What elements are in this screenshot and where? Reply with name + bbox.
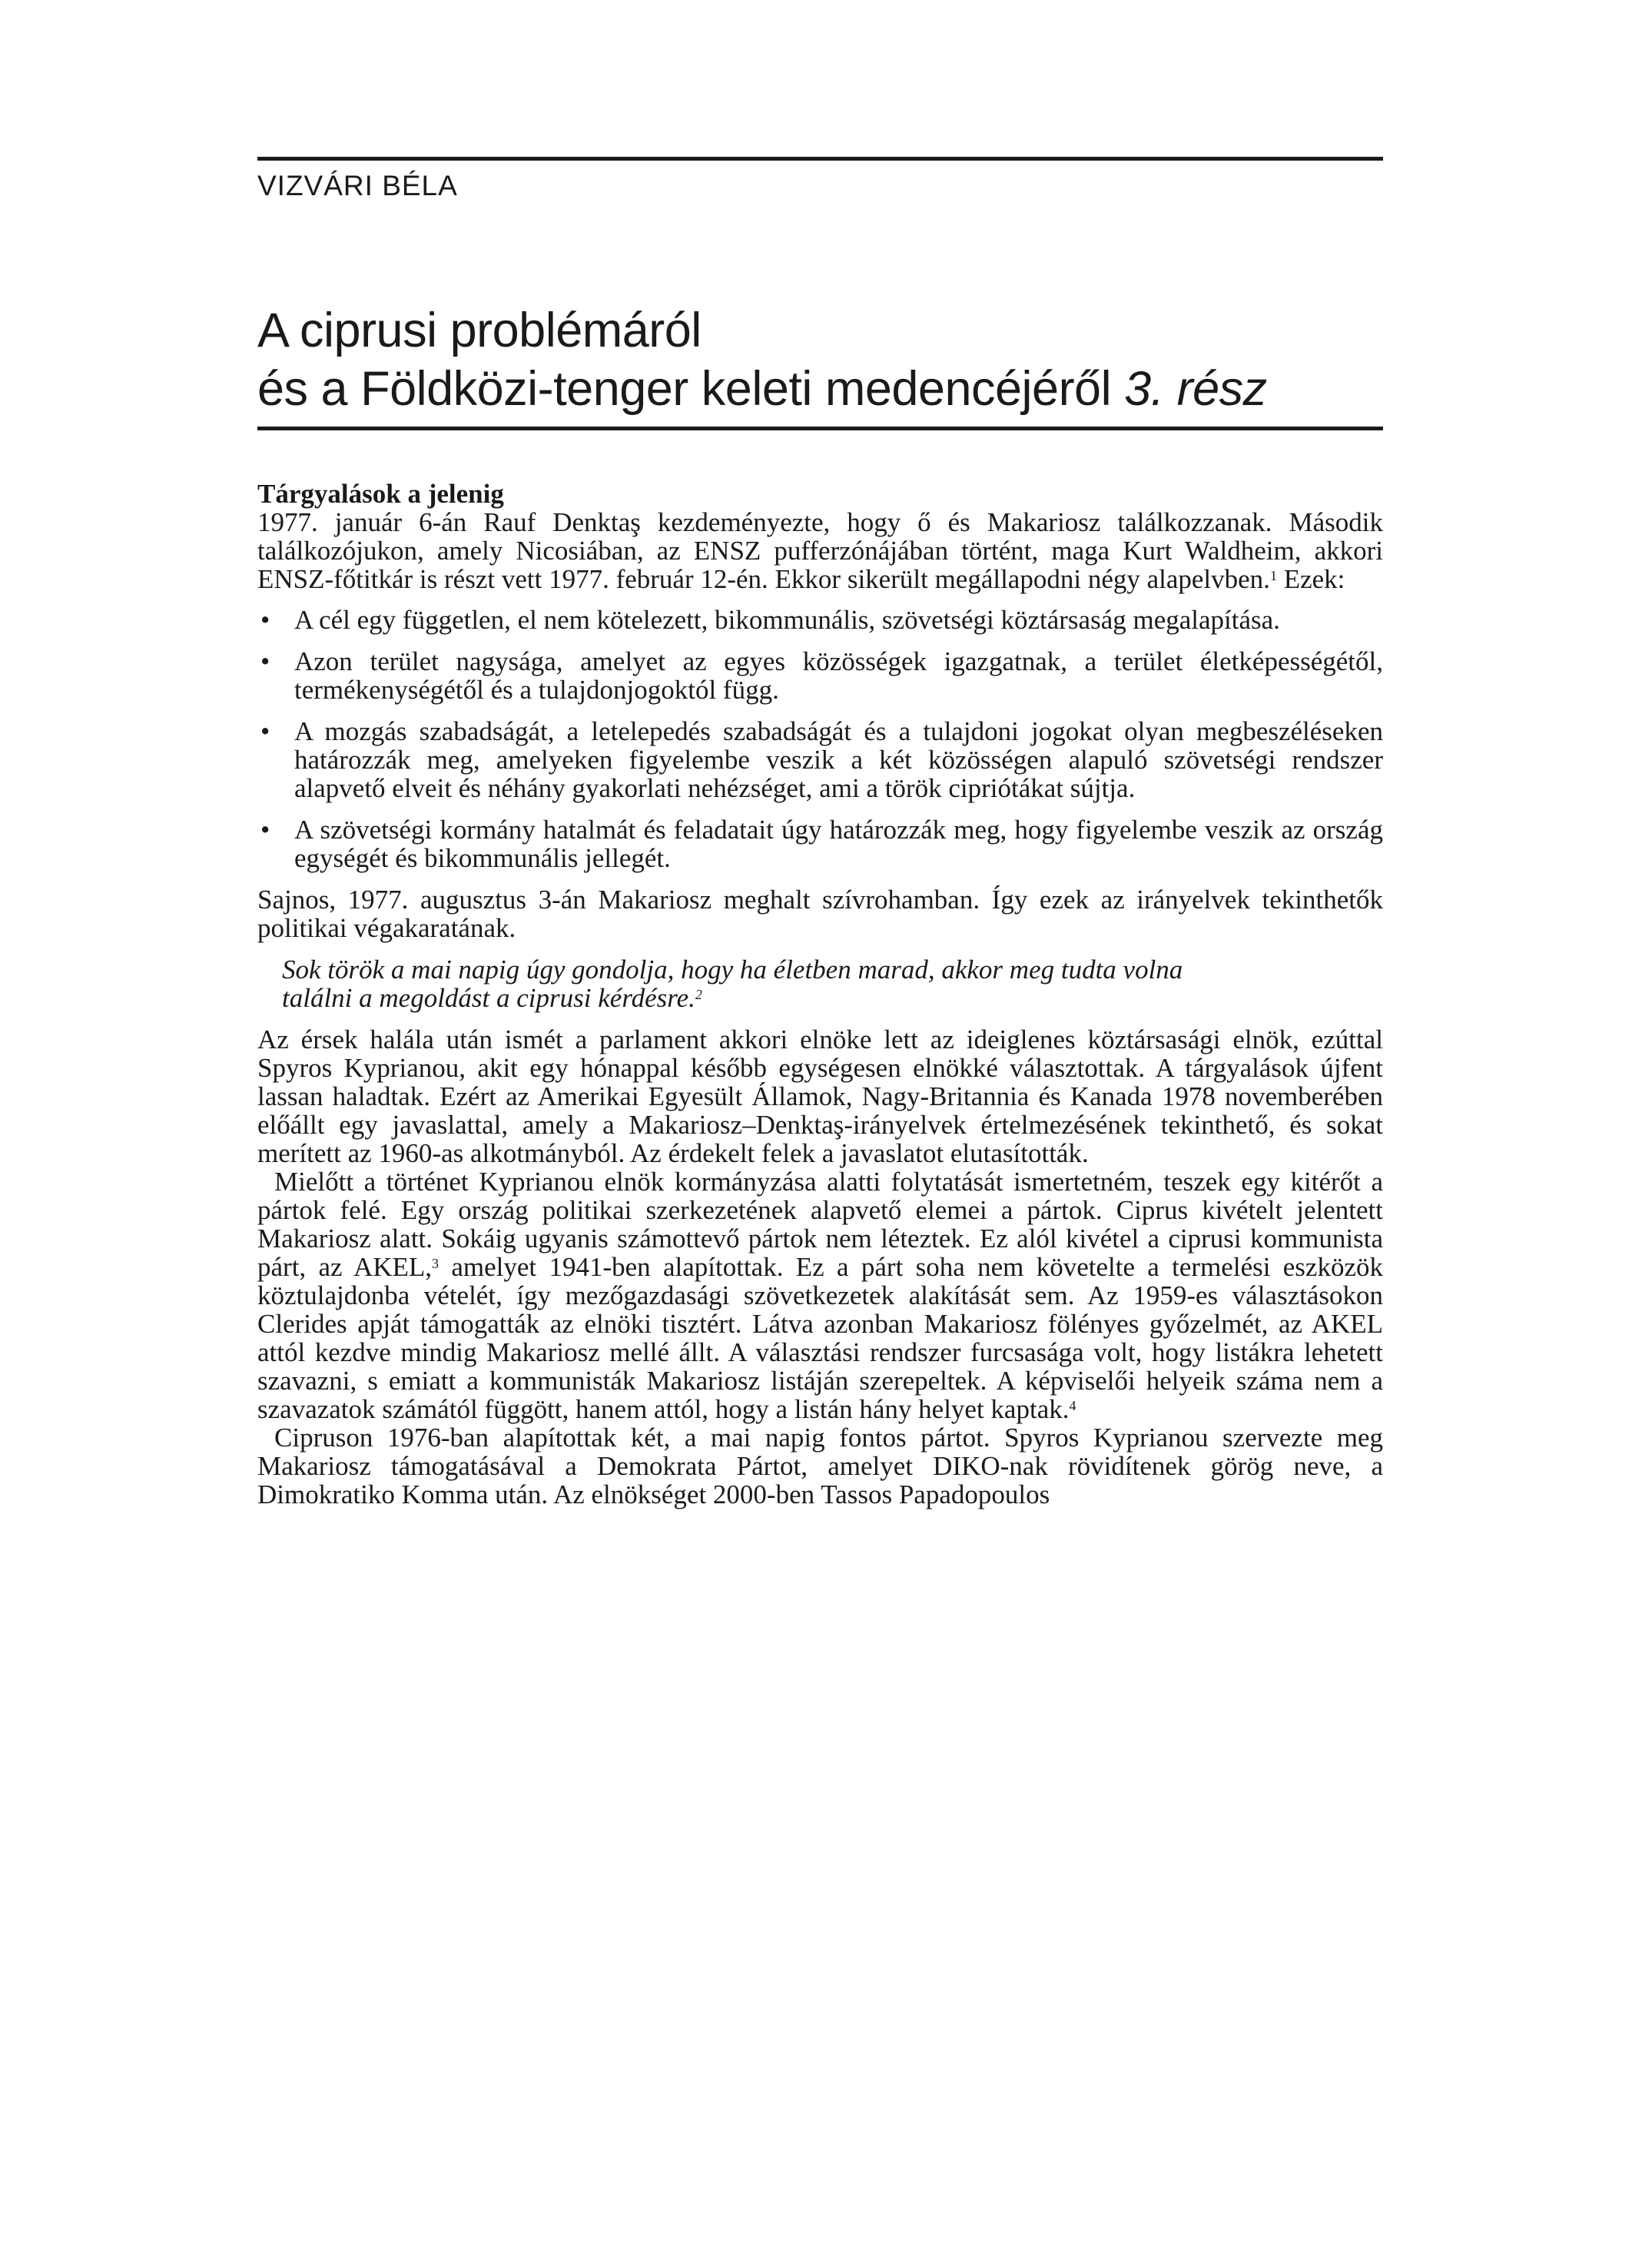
- header-rule-top: [257, 157, 1383, 161]
- paragraph-2: [257, 1167, 1383, 1423]
- header-rule-bottom: [257, 427, 1383, 430]
- bullet-icon: •: [260, 815, 270, 845]
- footnote-ref-4: 4: [1069, 1398, 1076, 1413]
- footnote-ref-3: 3: [432, 1256, 440, 1271]
- author-name: VIZVÁRI BÉLA: [257, 170, 458, 201]
- list-item: [257, 815, 1383, 872]
- block-quote: [257, 955, 1250, 1012]
- list-item-text: A cél egy független, el nem kötelezett, bikommunális, szövetségi köztársaság megalapítása.: [294, 605, 1280, 635]
- article-body: [257, 480, 1383, 1509]
- title-line-2: [257, 360, 1267, 418]
- list-item-text: Azon terület nagysága, amelyet az egyes közösségek igazgatnak, a terület életképességétől, termékenységétől és a tulajdonjogoktól függ.: [294, 646, 1383, 705]
- title-line-2-text: és a Földközi-tenger keleti medencéjéről: [257, 362, 1112, 416]
- section-heading: Tárgyalások a jelenig: [257, 479, 504, 509]
- after-list-paragraph: Sajnos, 1977. augusztus 3-án Makariosz meghalt szívrohamban. Így ezek az irányelvek tekinthetők politikai végakaratának.: [257, 885, 1383, 943]
- paragraph-2-text-b: amelyet 1941-ben alapítottak. Ez a párt soha nem követelte a termelési eszközök köztulajdonba vételét, így mezőgazdasági szövetkezetek alakítását sem. Az 1959-es választásokon Clerides apját támogatták az elnöki tisztért. Látva azonban Makariosz fölényes győzelmét, az AKEL attól kezdve mindig Makariosz mellé állt. A választási rendszer furcsasága volt, hogy listákra lehetett szavazni, s emiatt a kommunisták Makariosz listáján szerepeltek. A képviselői helyeik száma nem a szavazatok számától függött, hanem attól, hogy a listán hány helyet kaptak.: [257, 1252, 1383, 1424]
- article-title: [257, 301, 1267, 418]
- bullet-icon: •: [260, 716, 270, 746]
- footnote-ref-1: 1: [1269, 568, 1277, 583]
- list-item-text: A mozgás szabadságát, a letelepedés szabadságát és a tulajdoni jogokat olyan megbeszéléseken határozzák meg, amelyeken figyelembe veszik a két közösségen alapuló szövetségi rendszer alapvető elveit és néhány gyakorlati nehézséget, ami a török cipriótákat sújtja.: [294, 716, 1383, 803]
- paragraph-1: Az érsek halála után ismét a parlament akkori elnöke lett az ideiglenes köztársasági elnök, ezúttal Spyros Kyprianou, akit egy hónappal később egységesen elnökké választottak. A tárgyalások újfent lassan haladtak. Ezért az Amerikai Egyesült Államok, Nagy-Britannia és Kanada 1978 novemberében előállt egy javaslattal, amely a Makariosz–Denktaş-irányelvek értelmezésének tekinthető, és sokat merített az 1960-as alkotmányból. Az érdekelt felek a javaslatot elutasították.: [257, 1024, 1383, 1168]
- list-item: [257, 606, 1383, 634]
- bullet-icon: •: [260, 605, 270, 635]
- intro-tail: Ezek:: [1276, 564, 1345, 594]
- list-item: [257, 717, 1383, 802]
- paragraph-2-text-a: Mielőtt a történet Kyprianou elnök kormányzása alatti folytatását ismertetném, teszek egy kitérőt a pártok felé. Egy ország politikai szerkezetének alapvető elemei a pártok. Ciprus kivételt jelentett Makariosz alatt. Sokáig ugyanis számottevő pártok nem léteztek. Ez alól kivétel a ciprusi kommunista párt, az AKEL,: [257, 1167, 1383, 1282]
- title-part: 3. rész: [1124, 362, 1267, 416]
- intro-text: 1977. január 6-án Rauf Denktaş kezdeményezte, hogy ő és Makariosz találkozzanak. Második találkozójukon, amely Nicosiában, az ENSZ pufferzónájában történt, maga Kurt Waldheim, akkori ENSZ-főtitkár is részt vett 1977. február 12-én. Ekkor sikerült megállapodni négy alapelvben.: [257, 507, 1383, 594]
- list-item-text: A szövetségi kormány hatalmát és feladatait úgy határozzák meg, hogy figyelembe veszik az ország egységét és bikommunális jellegét.: [294, 815, 1383, 873]
- intro-paragraph: [257, 508, 1383, 593]
- principles-list: [257, 606, 1383, 872]
- paragraph-3: Cipruson 1976-ban alapítottak két, a mai napig fontos pártot. Spyros Kyprianou szervezte meg Makariosz támogatásával a Demokrata Pártot, amelyet DIKO-nak rövidítenek görög neve, a Dimokratiko Komma után. Az elnökséget 2000-ben Tassos Papadopoulos: [257, 1423, 1383, 1509]
- list-item: [257, 647, 1383, 704]
- title-line-1: A ciprusi problémáról: [257, 304, 702, 357]
- quote-text: Sok török a mai napig úgy gondolja, hogy ha életben marad, akkor meg tudta volna találni a megoldást a ciprusi kérdésre.: [282, 955, 1183, 1013]
- footnote-ref-2: 2: [695, 987, 702, 1002]
- bullet-icon: •: [260, 646, 270, 676]
